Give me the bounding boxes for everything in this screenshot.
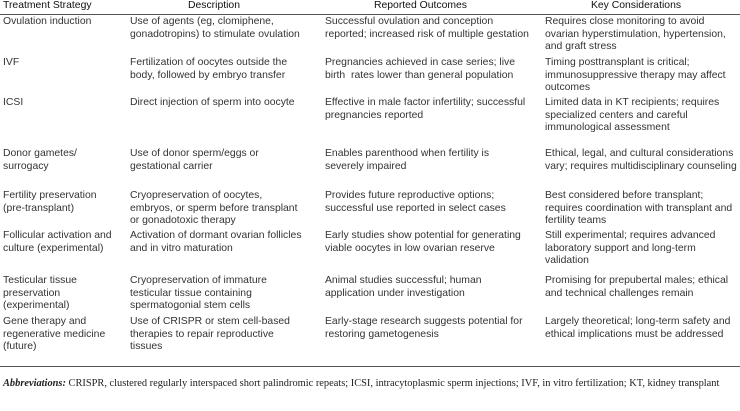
cell-strategy: Gene therapy and regenerative medicine (future) (3, 316, 106, 353)
table-row (0, 147, 740, 189)
abbreviations-footnote (3, 377, 737, 390)
cell-description: Cryopreservation of immature testicular tissue containing spermatogonial stem cells (130, 275, 267, 312)
cell-strategy: Testicular tissue preservation (experimental) (3, 275, 77, 312)
cell-considerations: Requires close monitoring to avoid ovarian hyperstimulation, hypertension, and graft stress (545, 16, 726, 53)
table-row (0, 315, 740, 367)
cell-strategy: Fertility preservation (pre-transplant) (3, 190, 97, 214)
table-row (0, 56, 740, 96)
cell-strategy: Ovulation induction (3, 16, 92, 27)
table-header-row (0, 0, 740, 15)
table-row (0, 189, 740, 229)
cell-considerations: Limited data in KT recipients; requires specialized centers and careful immunological assessment (545, 97, 720, 134)
header-key-considerations: Key Considerations (590, 0, 682, 11)
cell-strategy: Donor gametes/ surrogacy (3, 148, 77, 172)
cell-strategy: Follicular activation and culture (experimental) (3, 230, 112, 254)
abbreviations-label: Abbreviations: (3, 378, 66, 389)
table-row (0, 15, 740, 57)
cell-considerations: Promising for prepubertal males; ethical and technical challenges remain (545, 275, 729, 299)
cell-outcomes: Provides future reproductive options; successful use reported in select cases (325, 190, 506, 214)
cell-outcomes: Effective in male factor infertility; successful pregnancies reported (325, 97, 526, 121)
cell-description: Direct injection of sperm into oocyte (130, 97, 295, 108)
table-row (0, 274, 740, 315)
header-reported-outcomes: Reported Outcomes (374, 0, 467, 11)
cell-outcomes: Early-stage research suggests potential for restoring gametogenesis (325, 316, 523, 340)
table-row (0, 229, 740, 274)
cell-description: Fertilization of oocytes outside the body, followed by embryo transfer (130, 57, 288, 81)
cell-outcomes: Early studies show potential for generating viable oocytes in low ovarian reserve (325, 230, 521, 254)
header-description: Description (188, 0, 240, 11)
cell-considerations: Best considered before transplant; requires coordination with transplant and fertility teams (545, 190, 733, 227)
cell-outcomes: Animal studies successful; human application under investigation (325, 275, 482, 299)
cell-description: Use of donor sperm/eggs or gestational carrier (130, 148, 259, 172)
cell-outcomes: Enables parenthood when fertility is severely impaired (325, 148, 490, 172)
cell-considerations: Still experimental; requires advanced laboratory support and long-term validation (545, 230, 716, 267)
cell-outcomes: Successful ovulation and conception reported; increased risk of multiple gestation (325, 16, 529, 40)
cell-description: Activation of dormant ovarian follicles and in vitro maturation (130, 230, 302, 254)
cell-strategy: ICSI (3, 97, 24, 108)
cell-description: Use of agents (eg, clomiphene, gonadotropins) to stimulate ovulation (130, 16, 300, 40)
cell-outcomes: Pregnancies achieved in case series; live birth rates lower than general population (325, 57, 518, 81)
cell-considerations: Ethical, legal, and cultural considerations vary; requires multidisciplinary counseling (545, 148, 740, 172)
cell-considerations: Largely theoretical; long-term safety and ethical implications must be addressed (545, 316, 731, 340)
cell-considerations: Timing posttransplant is critical; immunosuppressive therapy may affect outcomes (545, 57, 726, 94)
cell-strategy: IVF (3, 57, 20, 68)
abbreviations-text: CRISPR, clustered regularly interspaced short palindromic repeats; ICSI, intracytoplasmic sperm injections; IVF, in vitro fertilization; KT, kidney transplant (65, 378, 720, 389)
cell-description: Cryopreservation of oocytes, embryos, or sperm before transplant or gonadotoxic therapy (130, 190, 298, 227)
header-treatment-strategy: Treatment Strategy (3, 0, 92, 11)
table-row (0, 96, 740, 147)
cell-description: Use of CRISPR or stem cell-based therapies to repair reproductive tissues (130, 316, 290, 353)
